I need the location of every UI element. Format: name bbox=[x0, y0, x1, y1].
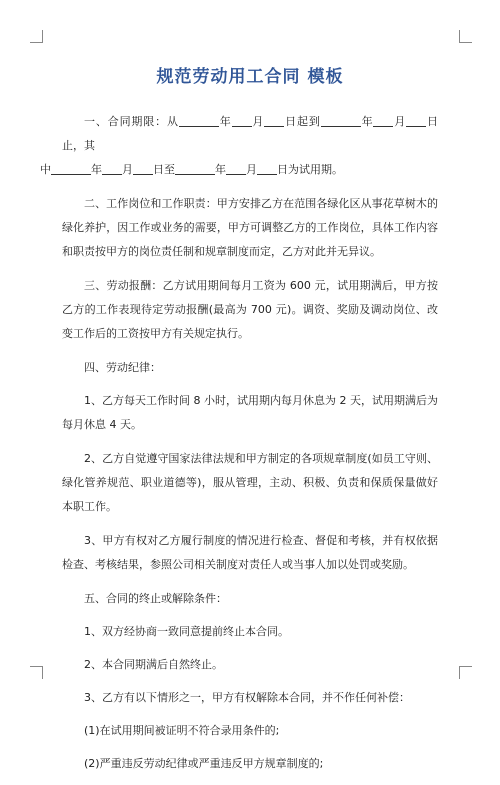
clause-text: 日止，其 bbox=[62, 115, 439, 152]
clause-termination-item: 3、乙方有以下情形之一，甲方有权解除本合同，并不作任何补偿： bbox=[84, 691, 410, 704]
clause-termination-subitem: (1)在试用期间被证明不符合录用条件的; bbox=[84, 724, 280, 737]
clause-job-duties: 二、工作岗位和工作职责：甲方安排乙方在范围各绿化区从事花草树木的绿化养护，因工作或业务的需要，甲方可调整乙方的工作岗位，具体工作内容和职责按甲方的岗位责任制和规章制度而定，乙方对此并无异议。 bbox=[62, 197, 438, 258]
blank-line[interactable] bbox=[257, 162, 277, 175]
clause-text: 日至 bbox=[153, 163, 175, 176]
blank-line[interactable] bbox=[226, 162, 246, 175]
clause-text: 日起到 bbox=[284, 115, 321, 128]
clause-text: 年 bbox=[360, 115, 374, 128]
clause-text: 年 bbox=[215, 163, 226, 176]
clause-text: 中 bbox=[40, 163, 51, 176]
blank-line[interactable] bbox=[175, 162, 215, 175]
clause-discipline-item: 2、乙方自觉遵守国家法律法规和甲方制定的各项规章制度(如员工守则、绿化管养规范、职业道德等)，服从管理，主动、积极、负责和保质保量做好本职工作。 bbox=[62, 452, 438, 513]
blank-line[interactable] bbox=[264, 114, 284, 127]
clause-text: 月 bbox=[122, 163, 133, 176]
blank-line[interactable] bbox=[179, 114, 219, 127]
clause-termination-item: 1、双方经协商一致同意提前终止本合同。 bbox=[84, 625, 289, 638]
blank-line[interactable] bbox=[406, 114, 426, 127]
document-title: 规范劳动用工合同 模板 bbox=[156, 67, 344, 87]
blank-line[interactable] bbox=[51, 162, 91, 175]
blank-line[interactable] bbox=[232, 114, 252, 127]
clause-contract-term bbox=[40, 110, 439, 182]
clause-text: 一、合同期限：从 bbox=[84, 115, 179, 128]
clause-text: 年 bbox=[91, 163, 102, 176]
section-heading-discipline: 四、劳动纪律： bbox=[84, 361, 161, 374]
clause-text: 日为试用期。 bbox=[277, 163, 343, 176]
clause-termination-subitem: (2)严重违反劳动纪律或严重违反甲方规章制度的; bbox=[84, 757, 324, 770]
clause-text: 月 bbox=[246, 163, 257, 176]
clause-discipline-item: 3、甲方有权对乙方履行制度的情况进行检查、督促和考核，并有权依据检查、考核结果，参照公司相关制度对责任人或当事人加以处罚或奖励。 bbox=[62, 534, 438, 571]
blank-line[interactable] bbox=[102, 162, 122, 175]
clause-compensation: 三、劳动报酬：乙方试用期间每月工资为 600 元，试用期满后，甲方按乙方的工作表现待定劳动报酬(最高为 700 元)。调资、奖励及调动岗位、改变工作后的工资按甲方有关规定执行。 bbox=[62, 279, 438, 340]
clause-discipline-item: 1、乙方每天工作时间 8 小时，试用期内每月休息为 2 天，试用期满后为每月休息 4 天。 bbox=[62, 394, 438, 431]
document-body bbox=[40, 110, 439, 785]
page-corner-mark bbox=[459, 30, 472, 43]
clause-termination-item: 2、本合同期满后自然终止。 bbox=[84, 658, 223, 671]
clause-text: 月 bbox=[251, 115, 265, 128]
blank-line[interactable] bbox=[133, 162, 153, 175]
section-heading-termination: 五、合同的终止或解除条件： bbox=[84, 592, 227, 605]
page-corner-mark bbox=[30, 30, 43, 43]
blank-line[interactable] bbox=[373, 114, 393, 127]
page-corner-mark bbox=[459, 666, 472, 679]
clause-text: 月 bbox=[393, 115, 407, 128]
blank-line[interactable] bbox=[321, 114, 361, 127]
page-corner-mark bbox=[30, 666, 43, 679]
clause-text: 年 bbox=[218, 115, 232, 128]
